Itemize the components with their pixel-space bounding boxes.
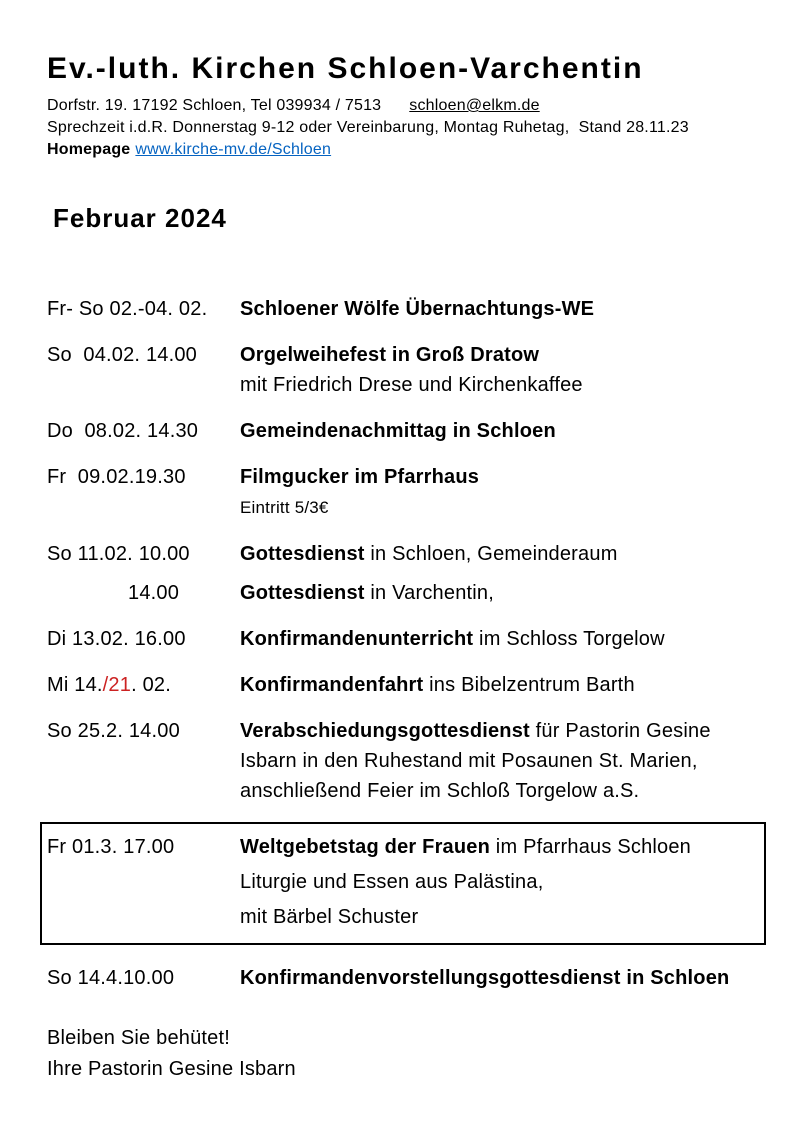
text-segment: Konfirmandenunterricht <box>240 628 474 650</box>
event-date <box>47 462 240 523</box>
text-segment: Konfirmandenvorstellungsgottesdienst in Schloen <box>240 967 730 989</box>
event-description-line <box>240 865 756 900</box>
text-segment: Mi 14. <box>47 674 103 696</box>
text-segment: Filmgucker im Pfarrhaus <box>240 466 480 488</box>
event-description <box>240 416 762 446</box>
text-segment: Konfirmandenfahrt <box>240 674 424 696</box>
text-segment: So 11.02. 10.00 <box>47 543 190 565</box>
event-date <box>47 539 240 569</box>
event-description-line <box>240 578 762 608</box>
closing-line-2: Ihre Pastorin Gesine Isbarn <box>47 1058 296 1080</box>
office-hours-line: Sprechzeit i.d.R. Donnerstag 9-12 oder Vereinbarung, Montag Ruhetag, Stand 28.11.23 <box>47 119 689 136</box>
text-segment: Gemeindenachmittag in Schloen <box>240 420 556 442</box>
event-description-line <box>240 900 756 935</box>
text-segment: im Schloss Torgelow <box>473 628 665 650</box>
event-row <box>47 462 762 523</box>
event-description-line <box>240 539 762 569</box>
text-segment: Isbarn in den Ruhestand mit Posaunen St. Marien, <box>240 750 698 772</box>
text-segment: Gottesdienst <box>240 582 365 604</box>
event-row <box>47 670 762 700</box>
event-row <box>47 294 762 324</box>
text-segment: So 14.4.10.00 <box>47 967 175 989</box>
event-date <box>47 716 240 806</box>
text-segment: Do 08.02. 14.30 <box>47 420 199 442</box>
event-date <box>47 340 240 400</box>
event-description <box>240 578 762 608</box>
event-date <box>47 624 240 654</box>
closing <box>47 1023 762 1085</box>
text-segment: in Schloen, Gemeinderaum <box>364 543 618 565</box>
event-date <box>47 416 240 446</box>
event-row <box>47 716 762 806</box>
event-description-line <box>240 776 762 806</box>
highlighted-date-text: /21 <box>102 674 132 696</box>
text-segment: So 25.2. 14.00 <box>47 720 180 742</box>
event-description-line <box>240 370 762 400</box>
event-date <box>47 294 240 324</box>
event-description-line <box>240 416 762 446</box>
text-segment: Fr 01.3. 17.00 <box>47 836 175 858</box>
text-segment: im Pfarrhaus Schloen <box>490 836 692 858</box>
text-segment: Eintritt 5/3€ <box>240 498 329 517</box>
event-description-line <box>240 340 762 370</box>
text-segment: für Pastorin Gesine <box>529 720 711 742</box>
event-description <box>240 462 762 523</box>
event-description-line <box>240 963 762 993</box>
event-description-line <box>240 716 762 746</box>
event-description-line <box>240 624 762 654</box>
event-description-line <box>240 294 762 324</box>
text-segment: mit Friedrich Drese und Kirchenkaffee <box>240 374 583 396</box>
homepage-link[interactable]: www.kirche-mv.de/Schloen <box>135 141 332 158</box>
email-link[interactable]: schloen@elkm.de <box>409 97 540 114</box>
events-list <box>47 294 762 993</box>
text-segment: Di 13.02. 16.00 <box>47 628 186 650</box>
text-segment: 14.00 <box>128 582 180 604</box>
event-description-line <box>240 670 762 700</box>
event-row <box>47 963 762 993</box>
text-segment: Fr 09.02.19.30 <box>47 466 186 488</box>
event-row <box>47 340 762 400</box>
text-segment: Orgelweihefest in Groß Dratow <box>240 344 540 366</box>
event-date <box>47 578 240 608</box>
event-date <box>47 963 240 993</box>
event-date <box>47 830 240 935</box>
event-description-line <box>240 830 756 865</box>
event-description <box>240 340 762 400</box>
text-segment: . 02. <box>131 674 171 696</box>
address-text: Dorfstr. 19. 17192 Schloen, Tel 039934 / 7513 <box>47 97 382 114</box>
text-segment: mit Bärbel Schuster <box>240 906 419 928</box>
event-description <box>240 294 762 324</box>
event-row <box>47 539 762 569</box>
text-segment: Weltgebetstag der Frauen <box>240 836 491 858</box>
event-description <box>240 963 762 993</box>
text-segment: Schloener Wölfe Übernachtungs-WE <box>240 298 595 320</box>
event-description <box>240 830 756 935</box>
text-segment: Liturgie und Essen aus Palästina, <box>240 871 544 893</box>
text-segment: anschließend Feier im Schloß Torgelow a.S. <box>240 780 640 802</box>
event-description <box>240 539 762 569</box>
page-title: Ev.-luth. Kirchen Schloen-Varchentin <box>47 52 644 85</box>
text-segment: in Varchentin, <box>364 582 495 604</box>
event-description <box>240 716 762 806</box>
event-row-boxed <box>40 822 766 945</box>
event-description <box>240 624 762 654</box>
month-title: Februar 2024 <box>53 203 227 233</box>
closing-line-1: Bleiben Sie behütet! <box>47 1027 231 1049</box>
header <box>47 52 762 161</box>
event-row <box>47 416 762 446</box>
event-row <box>47 624 762 654</box>
homepage-label: Homepage <box>47 141 131 158</box>
text-segment: Verabschiedungsgottesdienst <box>240 720 530 742</box>
event-description-line <box>240 492 762 523</box>
event-row <box>47 578 762 608</box>
event-description-line <box>240 746 762 776</box>
event-date <box>47 670 240 700</box>
text-segment: ins Bibelzentrum Barth <box>423 674 635 696</box>
text-segment: So 04.02. 14.00 <box>47 344 197 366</box>
homepage-line <box>47 139 762 161</box>
event-description <box>240 670 762 700</box>
event-description-line <box>240 462 762 492</box>
text-segment: Fr- So 02.-04. 02. <box>47 298 208 320</box>
address-line <box>47 95 762 117</box>
text-segment: Gottesdienst <box>240 543 365 565</box>
